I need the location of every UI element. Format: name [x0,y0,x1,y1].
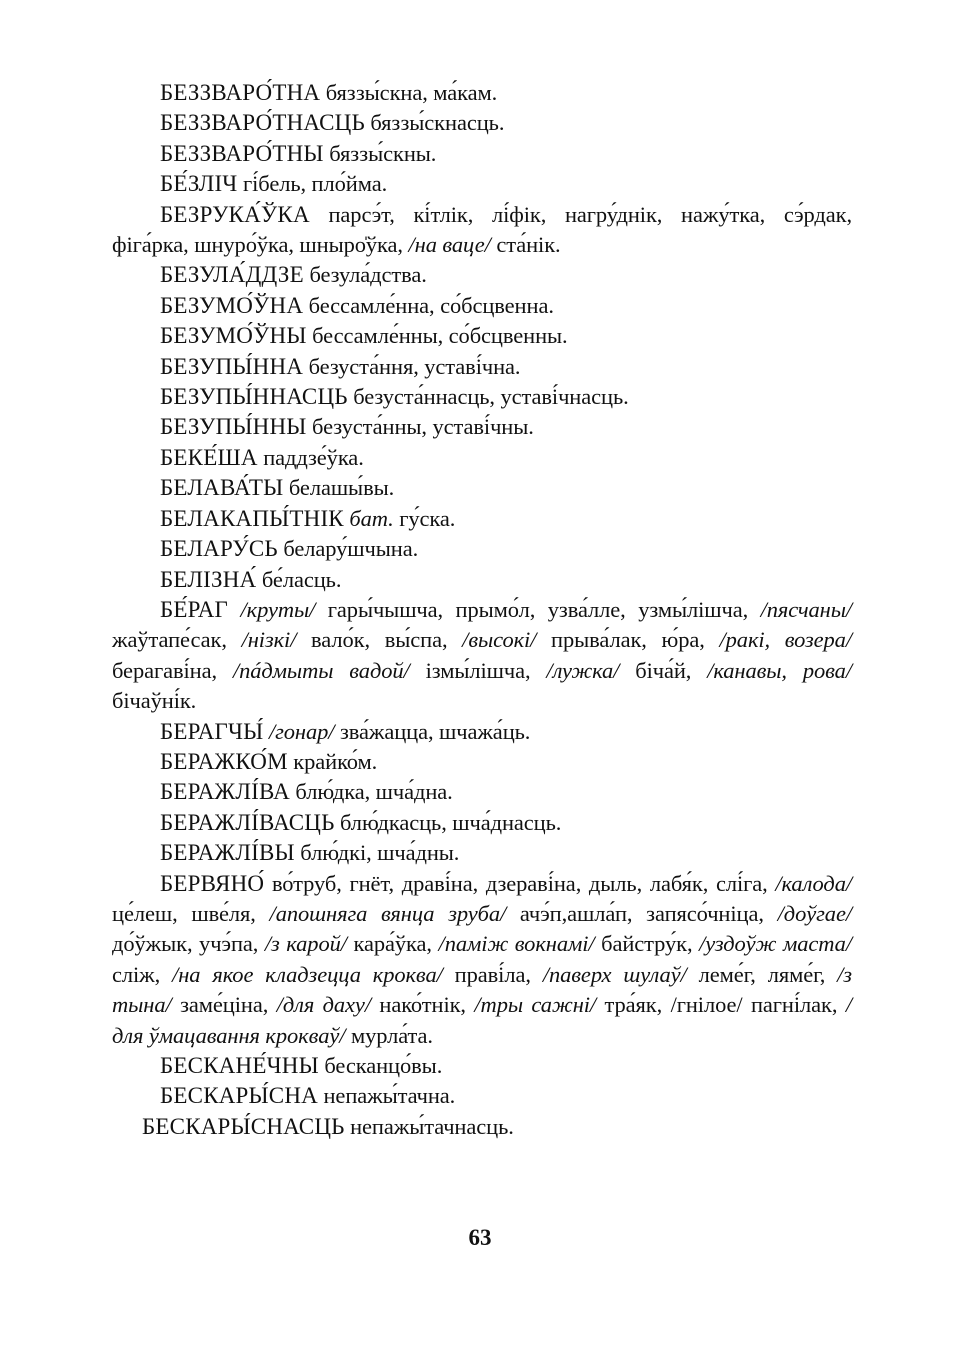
dictionary-entry [112,291,852,321]
usage-note: /ракі, возера/ [719,627,852,653]
dictionary-entry [112,504,852,534]
synonyms-text: ізмы́лішча, [409,657,547,683]
usage-note: /калода/ [775,870,852,896]
synonyms-text: гары́чышча, прымо́л, узва́лле, узмы́лішча, [315,596,761,622]
synonyms-text: тра́як, /гнілое/ пагні́лак, [596,992,846,1018]
headword: БЕЗУПЫ́ННАСЦЬ [160,384,348,410]
synonyms-text: непажы́тачнасць. [344,1113,514,1139]
synonyms-text: блю́дка, шча́дна. [289,779,453,805]
headword: БЕРАЖЛІ́ВЫ [160,840,295,866]
dictionary-entry [112,260,852,290]
synonyms-text: безуста́нны, уставі́чны. [306,414,534,440]
synonyms-text: мурла́та. [345,1022,433,1048]
dictionary-entry [112,808,852,838]
page-number: 63 [468,1225,492,1250]
usage-note: /высокі/ [462,627,537,653]
dictionary-entry [112,534,852,564]
synonyms-text: до́ўжык, учэ́па, [112,931,265,957]
usage-note: /паміж вокнамі/ [438,931,595,957]
usage-note: /тры сажні/ [474,992,597,1018]
headword: БЕРАЖЛІ́ВАСЦЬ [160,809,335,835]
headword: БЕЗРУКА́ЎКА [160,201,310,227]
dictionary-entry [112,1051,852,1081]
dictionary-entry [112,777,852,807]
synonyms-text: це́леш, шве́ля, [112,900,270,926]
headword: БЕСКАРЫ́СНА [160,1083,318,1109]
dictionary-entry [112,838,852,868]
headword: БЕЗЗВАРО́ТНА [160,80,321,105]
usage-note: /для даху/ [276,992,371,1018]
synonyms-text: бессамле́нна, со́бсцвенна. [303,292,554,318]
synonyms-text: бічаўні́к. [112,688,197,714]
dictionary-entry [112,473,852,503]
synonyms-text: белашы́вы. [283,475,395,501]
synonyms-text: парсэ́т, кі́тлік, лі́фік, нагру́днік, нажу́тка, сэ́рдак, фіга́рка, шнуро́ўка, шнырo̍ўка, [112,201,852,258]
usage-note: /паверх шулаў/ [542,961,687,987]
synonyms-text: бяззы́скны. [323,140,437,166]
synonyms-text: зва́жацца, шчажа́ць. [334,718,531,744]
usage-note: бат. [349,505,394,531]
synonyms-text: бессамле́нны, со́бсцвенны. [306,323,568,349]
headword: БЕСКАНЕ́ЧНЫ [160,1053,319,1078]
synonyms-text: безула́дства. [303,262,427,288]
synonyms-text: гу́ска. [393,505,456,531]
dictionary-entry [112,200,852,261]
headword: БЕЗЗВАРО́ТНЫ [160,140,324,166]
synonyms-text: бяззы́скна, ма́кам. [320,80,498,105]
headword: БЕРАЖЛІ́ВА [160,779,290,805]
usage-note: /з тына/ [112,961,852,1018]
usage-note: /пáдмыты вадой/ [232,657,410,683]
synonyms-text [228,597,241,622]
usage-note: /круты/ [240,596,316,622]
dictionary-entry [112,717,852,747]
usage-note: /нізкі/ [241,627,297,653]
dictionary-entry [112,382,852,412]
dictionary-entry [112,78,852,108]
headword: БЕЛІЗНА́ [160,566,257,592]
synonyms-text: безуста́ння, уставі́чна. [303,353,521,379]
dictionary-entry [112,1081,852,1111]
dictionary-entry [112,169,852,199]
synonyms-text: бяззы́скнасць. [364,110,505,136]
synonyms-text: бе́ласць. [256,566,342,592]
synonyms-text: жаўтапе́сак, [112,627,242,653]
synonyms-text: ста́нік. [490,232,561,258]
headword: БЕКЕ́ША [160,444,258,470]
synonyms-text: белару́шчына. [277,536,419,562]
dictionary-entry [112,1112,852,1142]
synonyms-text: заме́ціна, [171,992,277,1018]
synonyms-text: гі́бель, пло́йма. [237,171,388,197]
headword: БЕЛАКАПЫ́ТНІК [160,505,344,531]
synonyms-text: бесканцо́вы. [318,1053,443,1078]
headword: БЕРАЖКО́М [160,748,288,774]
synonyms-text: ачэ́п,ашла́п, запясо́чніца, [506,900,778,926]
headword: БЕЛАРУ́СЬ [160,536,278,562]
usage-note: /доўгае/ [777,900,852,926]
synonyms-text: нако́тнік, [370,992,475,1018]
headword: БЕЛАВА́ТЫ [160,475,284,501]
synonyms-text: байстру́к, [594,931,700,957]
synonyms-text: сліж, [112,961,173,987]
dictionary-entry [112,565,852,595]
usage-note: /для ўмацавання кроквaў/ [112,992,852,1048]
dictionary-entry [112,747,852,777]
usage-note: /на якое кладзецца кроква/ [172,961,443,987]
synonyms-text: блю́дкасць, шча́днасць. [334,809,562,835]
usage-note: /лужка/ [546,657,620,683]
usage-note: /з карой/ [264,931,347,957]
dictionary-entry [112,108,852,138]
synonyms-text: непажы́тачна. [317,1083,456,1109]
headword: БЕЗУПЫ́ННЫ [160,414,307,440]
headword: БЕРВЯНО́ [160,870,265,896]
dictionary-entry [112,869,852,1051]
synonyms-text: праві́ла, [442,961,543,987]
headword: БЕРАГЧЫ́ [160,718,264,744]
dictionary-entry [112,595,852,717]
headword: БЕЗУМО́ЎНЫ [160,323,307,349]
headword: БЕЗУЛА́ДДЗЕ [160,262,304,288]
dictionary-entry [112,412,852,442]
synonyms-text: крайко́м. [287,748,378,774]
headword: БЕСКАРЫ́СНАСЦЬ [142,1113,345,1139]
synonyms-text: біча́й, [619,657,708,683]
usage-note: /гонар/ [268,718,335,744]
usage-note: /на ваце/ [408,232,491,258]
headword: БЕЗУПЫ́ННА [160,353,304,379]
usage-note: /канавы, рова/ [707,657,852,683]
synonyms-text: вало́к, вы́спа, [296,627,463,653]
headword: БЕЗЗВАРО́ТНАСЦЬ [160,110,365,136]
dictionary-entry [112,352,852,382]
synonyms-text: кара́ўка, [346,931,439,957]
synonyms-text: во́труб, гнёт, драві́на, дзераві́на, дыль, лабя́к, слі́га, [264,870,776,896]
usage-note: /апошняга вянца зруба/ [269,900,507,926]
synonyms-text: блю́дкі, шча́дны. [294,840,460,866]
synonyms-text: леме́г, ляме́г, [686,961,838,987]
synonyms-text: берагаві́на, [112,657,233,683]
dictionary-page [112,78,852,1142]
headword: БЕЗУМО́ЎНА [160,292,304,318]
dictionary-entry [112,321,852,351]
headword: БЕ́РАГ [160,596,229,622]
synonyms-text: прыва́лак, ю́ра, [536,627,720,653]
dictionary-entry [112,139,852,169]
usage-note: /уздоўж маста/ [699,931,852,957]
headword: БЕ́ЗЛІЧ [160,171,238,197]
dictionary-entry [112,443,852,473]
synonyms-text: паддзе́ўка. [257,444,364,470]
synonyms-text: безуста́ннасць, уставі́чнасць. [347,384,629,410]
usage-note: /пясчаны/ [760,596,852,622]
